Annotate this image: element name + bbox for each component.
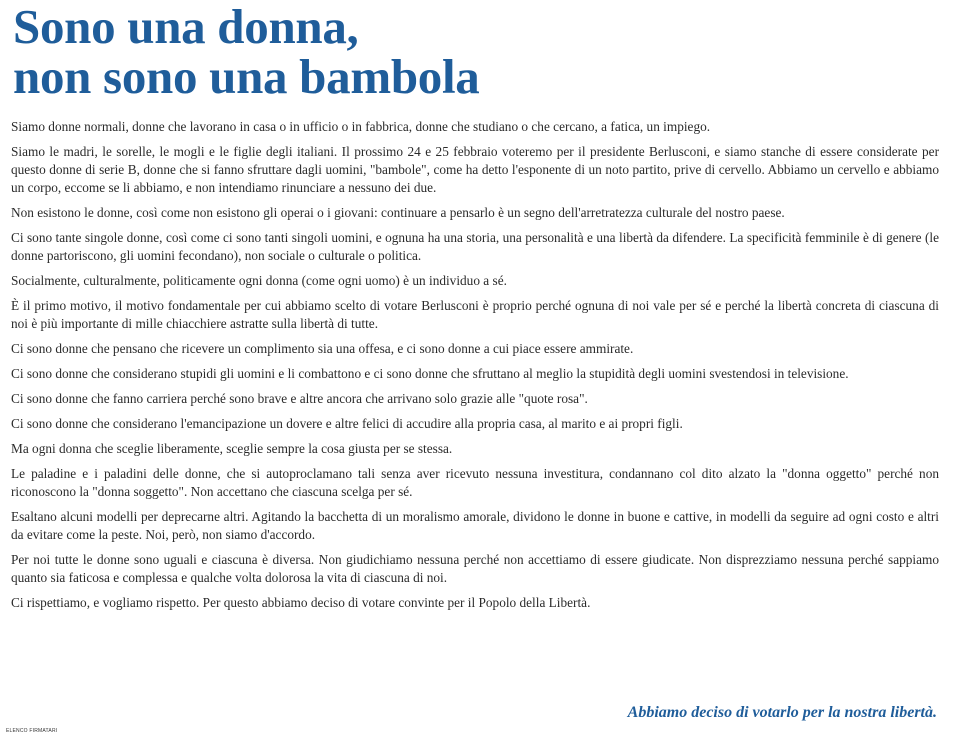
paragraph: Ci sono donne che considerano l'emancipazione un dovere e altre felici di accudire alla propria casa, al marito e ai propri figli. [11, 416, 683, 431]
headline-line-1: Sono una donna, [13, 0, 359, 54]
paragraph: Esaltano alcuni modelli per deprecarne altri. Agitando la bacchetta di un moralismo amorale, dividono le donne in buone e cattive, in modelli da seguire ad ogni costo e altri da evitare come la peste. Noi, però, non siamo d'accordo. [11, 509, 939, 542]
article-body [11, 118, 939, 619]
paragraph: Ci sono donne che considerano stupidi gli uomini e li combattono e ci sono donne che sfruttano al meglio la stupidità degli uomini svestendosi in televisione. [11, 366, 849, 381]
paragraph: Non esistono le donne, così come non esistono gli operai o i giovani: continuare a pensarlo è un segno dell'arretratezza culturale del nostro paese. [11, 205, 785, 220]
paragraph: Ci sono donne che fanno carriera perché sono brave e altre ancora che arrivano solo grazie alle "quote rosa". [11, 391, 588, 406]
paragraph: Ci sono donne che pensano che ricevere un complimento sia una offesa, e ci sono donne a cui piace essere ammirate. [11, 341, 634, 356]
signatories-label: ELENCO FIRMATARI [6, 728, 58, 734]
paragraph: Ci sono tante singole donne, così come ci sono tanti singoli uomini, e ognuna ha una storia, una personalità e una libertà da difendere. La specificità femminile è di genere (le donne partoriscono, gli uomini fecondano), non sociale o culturale o politica. [11, 230, 939, 263]
closing-statement: Abbiamo deciso di votarlo per la nostra libertà. [627, 704, 937, 721]
paragraph: Ma ogni donna che sceglie liberamente, sceglie sempre la cosa giusta per se stessa. [11, 441, 453, 456]
paragraph: Siamo le madri, le sorelle, le mogli e le figlie degli italiani. Il prossimo 24 e 25 febbraio voteremo per il presidente Berlusconi, e siamo stanche di essere considerate per questo donne di serie B, donne che si fanno sfruttare dagli uomini, "bambole", come ha detto l'esponente di un noto partito, prive di cervello. Abbiamo un cervello e abbiamo un corpo, eccome se li abbiamo, e non intendiamo rinunciare a nessuno dei due. [11, 144, 939, 195]
paragraph: Le paladine e i paladini delle donne, che si autoproclamano tali senza aver ricevuto nessuna investitura, condannano col dito alzato la "donna oggetto" perché non riconoscono la "donna soggetto". Non accettano che ciascuna scelga per sé. [11, 466, 939, 499]
headline-line-2: non sono una bambola [13, 49, 480, 104]
paragraph: È il primo motivo, il motivo fondamentale per cui abbiamo scelto di votare Berlusconi è proprio perché ognuna di noi vale per sé e perché la libertà concreta di ciascuna di noi è più importante di mille chiacchiere astratte sulla libertà di tutte. [11, 298, 939, 331]
paragraph: Siamo donne normali, donne che lavorano in casa o in ufficio o in fabbrica, donne che studiano o che cercano, a fatica, un impiego. [11, 119, 711, 134]
paragraph: Per noi tutte le donne sono uguali e ciascuna è diversa. Non giudichiamo nessuna perché non accettiamo di essere giudicate. Non disprezziamo nessuna perché sappiamo quanto sia faticosa e complessa e qualche volta dolorosa la vita di ciascuna di noi. [11, 552, 939, 585]
headline [13, 2, 480, 102]
paragraph: Socialmente, culturalmente, politicamente ogni donna (come ogni uomo) è un individuo a sé. [11, 273, 507, 288]
paragraph: Ci rispettiamo, e vogliamo rispetto. Per questo abbiamo deciso di votare convinte per il Popolo della Libertà. [11, 595, 591, 610]
